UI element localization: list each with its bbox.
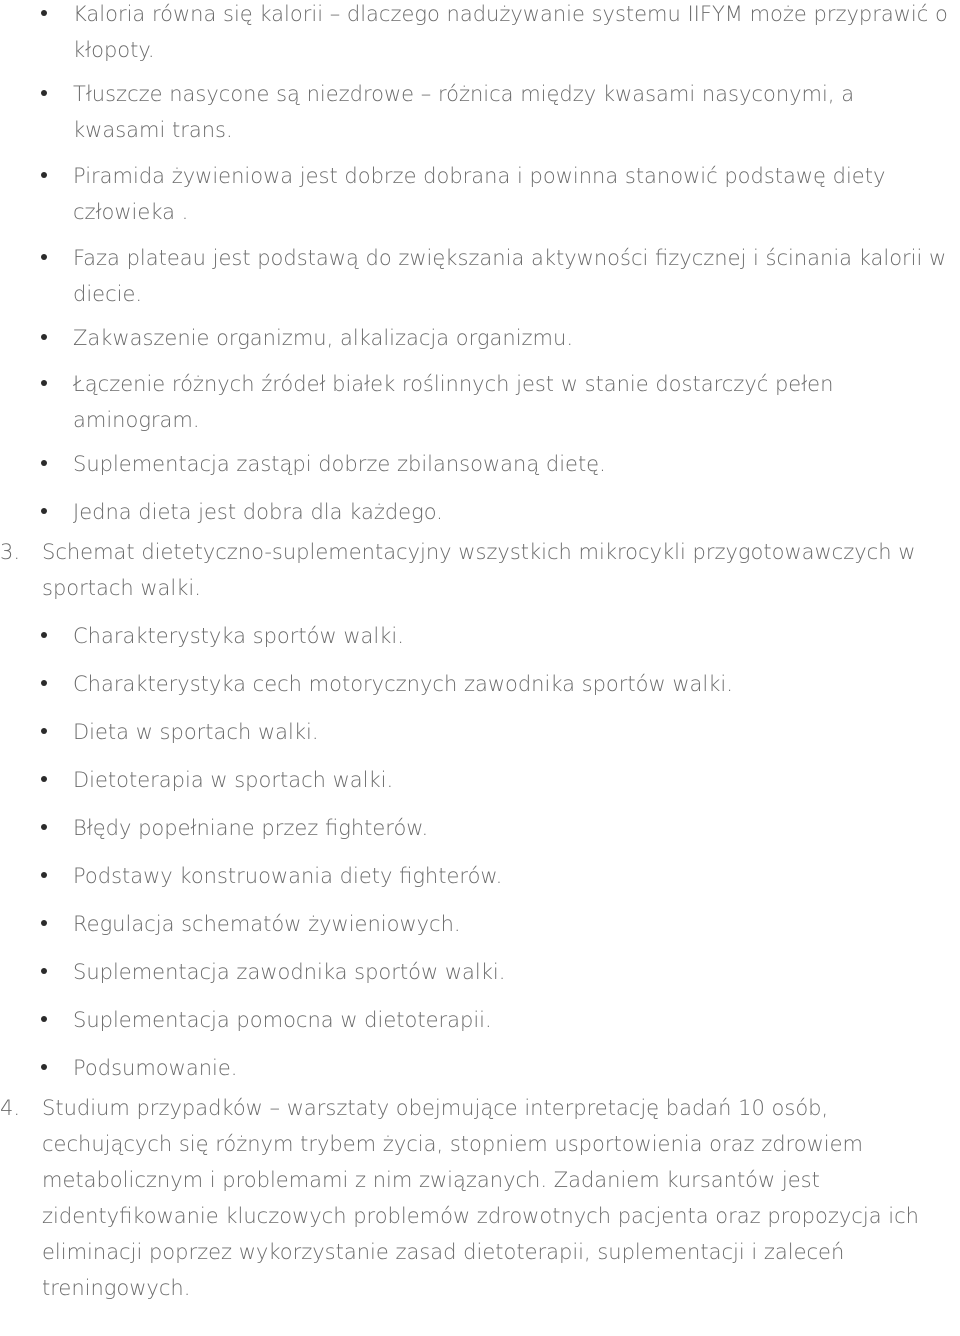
bullet-icon — [41, 968, 47, 974]
list-item: Suplementacja zawodnika sportów walki. — [0, 954, 960, 990]
list-item: Jedna dieta jest dobra dla każdego. — [0, 494, 960, 530]
bullet-icon — [41, 172, 47, 178]
numbered-item-4 — [0, 1090, 960, 1306]
list-item: Charakterystyka sportów walki. — [0, 618, 960, 654]
bullet-icon — [41, 824, 47, 830]
bullet-icon — [41, 680, 47, 686]
bullet-icon — [41, 776, 47, 782]
list-item: Dieta w sportach walki. — [0, 714, 960, 750]
numbered-item-3 — [0, 534, 960, 606]
bullet-icon — [41, 460, 47, 466]
list-item: Charakterystyka cech motorycznych zawodnika sportów walki. — [0, 666, 960, 702]
bullet-icon — [41, 1064, 47, 1070]
list-item: Tłuszcze nasycone są niezdrowe – różnica między kwasami nasyconymi, a kwasami trans. — [0, 76, 960, 148]
list-item: Łączenie różnych źródeł białek roślinnych jest w stanie dostarczyć pełen aminogram. — [0, 366, 960, 438]
list-item: Suplementacja zastąpi dobrze zbilansowaną dietę. — [0, 446, 960, 482]
bullet-icon — [41, 254, 47, 260]
bullet-icon — [41, 90, 47, 96]
list-item: Podsumowanie. — [0, 1050, 960, 1086]
list-item: Regulacja schematów żywieniowych. — [0, 906, 960, 942]
item-text: Schemat dietetyczno-suplementacyjny wszystkich mikrocykli przygotowawczych w sportach walki. — [42, 540, 916, 600]
list-item: Podstawy konstruowania diety fighterów. — [0, 858, 960, 894]
item-number: 4. — [0, 1096, 21, 1120]
bullet-icon — [41, 632, 47, 638]
list-item: Kaloria równa się kalorii – dlaczego nadużywanie systemu IIFYM może przyprawić o kłopoty. — [0, 0, 960, 68]
bullet-icon — [41, 1016, 47, 1022]
bullet-icon — [41, 10, 47, 16]
bullet-icon — [41, 872, 47, 878]
bullet-icon — [41, 920, 47, 926]
list-item: Suplementacja pomocna w dietoterapii. — [0, 1002, 960, 1038]
list-item: Dietoterapia w sportach walki. — [0, 762, 960, 798]
list-item: Zakwaszenie organizmu, alkalizacja organizmu. — [0, 320, 960, 356]
list-item: Piramida żywieniowa jest dobrze dobrana i powinna stanowić podstawę diety człowieka . — [0, 158, 960, 230]
bullet-list-myths — [0, 0, 960, 524]
bullet-icon — [41, 728, 47, 734]
bullet-list-topics — [0, 618, 960, 1080]
bullet-icon — [41, 334, 47, 340]
item-text: Studium przypadków – warsztaty obejmujące interpretację badań 10 osób, cechujących się różnym trybem życia, stopniem usportowienia oraz zdrowiem metabolicznym i problemami z nim związanych. Zadaniem kursantów jest zidentyfikowanie kluczowych problemów zdrowotnych pacjenta oraz propozycja ich eliminacji poprzez wykorzystanie zasad dietoterapii, suplementacji i zaleceń treningowych. — [42, 1096, 919, 1300]
list-item: Faza plateau jest podstawą do zwiększania aktywności fizycznej i ścinania kalorii w diecie. — [0, 240, 960, 312]
bullet-icon — [41, 380, 47, 386]
list-item: Błędy popełniane przez fighterów. — [0, 810, 960, 846]
bullet-icon — [41, 508, 47, 514]
item-number: 3. — [0, 540, 21, 564]
